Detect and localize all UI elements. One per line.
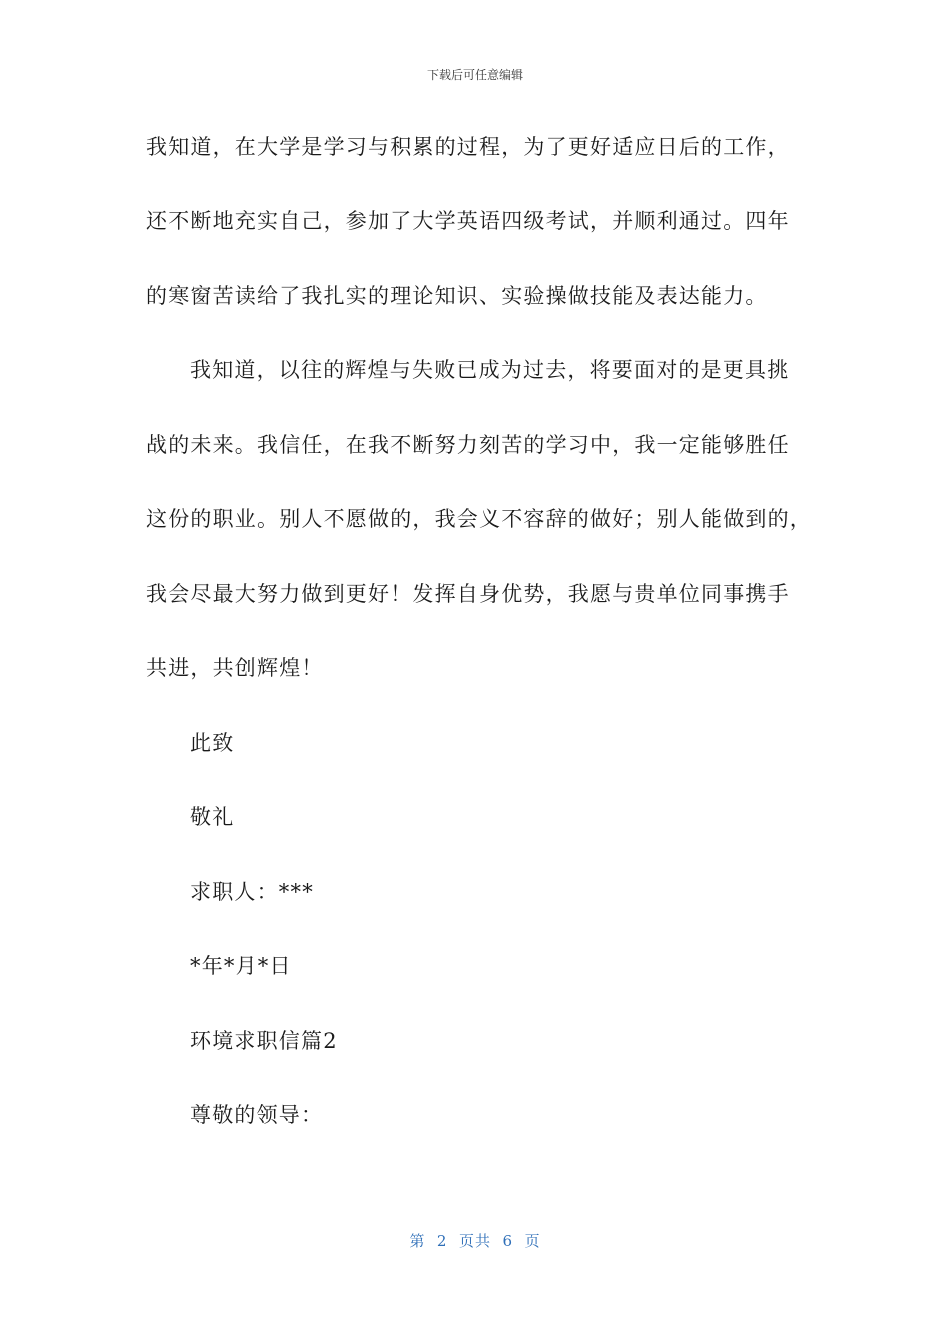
- closing-salutation: 此致: [190, 731, 235, 755]
- page-header: 下载后可任意编辑: [426, 68, 523, 82]
- body-line: 这份的职业。别人不愿做的，我会义不容辞的做好；别人能做到的，: [146, 507, 812, 531]
- letter-date: *年*月*日: [190, 954, 292, 978]
- body-line: 的寒窗苦读给了我扎实的理论知识、实验操做技能及表达能力。: [146, 284, 768, 308]
- applicant-signature: 求职人：***: [190, 880, 314, 904]
- page-number-footer: 第 2 页共 6 页: [409, 1232, 541, 1250]
- section-title: 环境求职信篇2: [190, 1029, 338, 1053]
- body-line: 共进，共创辉煌！: [146, 656, 324, 680]
- greeting: 尊敬的领导：: [190, 1103, 324, 1127]
- body-line: 我会尽最大努力做到更好！发挥自身优势，我愿与贵单位同事携手: [146, 582, 790, 606]
- body-line: 还不断地充实自己，参加了大学英语四级考试，并顺利通过。四年: [146, 209, 790, 233]
- closing-regards: 敬礼: [190, 805, 235, 829]
- body-line: 我知道，在大学是学习与积累的过程，为了更好适应日后的工作，: [146, 135, 790, 159]
- body-line: 我知道，以往的辉煌与失败已成为过去，将要面对的是更具挑: [190, 358, 790, 382]
- body-line: 战的未来。我信任，在我不断努力刻苦的学习中，我一定能够胜任: [146, 433, 790, 457]
